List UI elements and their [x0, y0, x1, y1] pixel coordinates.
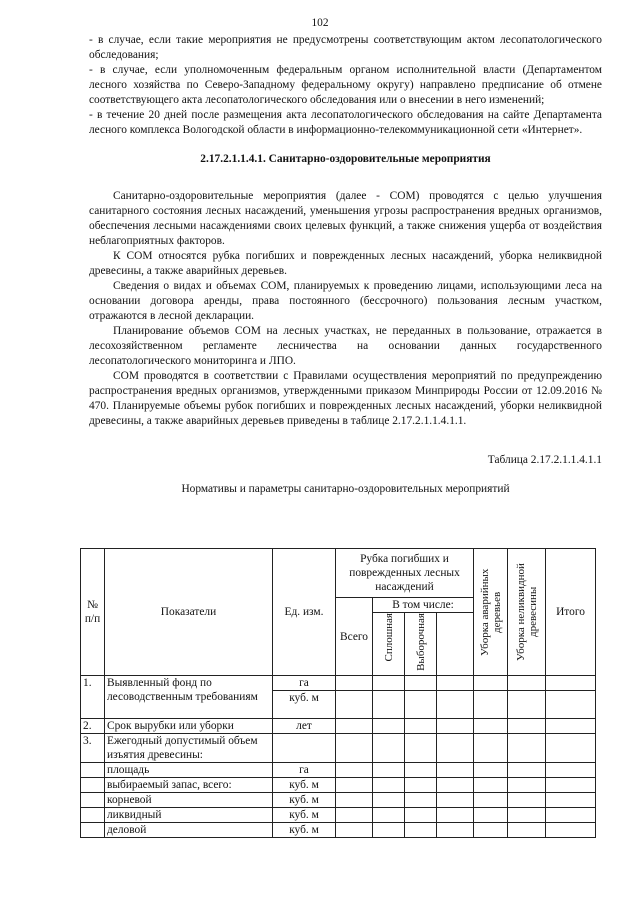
table-row [81, 763, 596, 778]
table-row [81, 823, 596, 838]
row-num [81, 793, 105, 808]
table-row [81, 808, 596, 823]
header-illiquid-text: Уборка неликвидной древесины [514, 563, 539, 661]
table-title: Нормативы и параметры санитарно-оздоровительных мероприятий [181, 483, 510, 495]
row-unit [273, 734, 336, 763]
row-num: 1. [81, 676, 105, 719]
row-num: 2. [81, 719, 105, 734]
table-row [81, 778, 596, 793]
row-num: 3. [81, 734, 105, 763]
row-unit: лет [273, 719, 336, 734]
row-unit: га [273, 676, 336, 691]
intro-item: - в течение 20 дней после размещения акта лесопатологического обследования на сайте Департамента лесного комплекса Вологодской области в информационно-телекоммуникационной сети «Интернет». [89, 109, 602, 136]
header-itogo: Итого [546, 549, 596, 676]
row-unit: куб. м [273, 808, 336, 823]
row-num [81, 763, 105, 778]
table-row [81, 734, 596, 763]
intro-item: - в случае, если такие мероприятия не предусмотрены соответствующим актом лесопатологического обследования; [89, 34, 602, 61]
table-row [81, 676, 596, 691]
header-empty [437, 613, 474, 676]
paragraph: Планирование объемов СОМ на лесных участках, не переданных в пользование, отражается в лесохозяйственном регламенте лесничества на основании данных государственного лесопатологического мониторинга и ЛПО. [89, 325, 602, 367]
header-num: № п/п [81, 549, 105, 676]
document-body [89, 33, 602, 497]
row-unit: га [273, 763, 336, 778]
paragraph: Сведения о видах и объемах СОМ, планируемых к проведению лицами, использующими леса на основании договора аренды, права постоянного (бессрочного) пользования лесным участком, отражаются в лесной декларации. [89, 280, 602, 322]
intro-item: - в случае, если уполномоченным федеральным органом исполнительной власти (Департаментом лесного хозяйства по Северо-Западному федеральному округу) направлено предписание об отмене соответствующего акта лесопатологического обследования или о внесении в него изменений; [89, 64, 602, 106]
row-unit: куб. м [273, 793, 336, 808]
header-emergency [474, 549, 508, 676]
paragraph: К СОМ относятся рубка погибших и поврежденных лесных насаждений, уборка неликвидной древесины, а также аварийных деревьев. [89, 250, 602, 277]
row-label: площадь [105, 763, 273, 778]
norms-table [80, 548, 596, 838]
header-indicator: Показатели [105, 549, 273, 676]
row-unit: куб. м [273, 778, 336, 793]
table-reference: Таблица 2.17.2.1.1.4.1.1 [487, 454, 602, 466]
section-heading: 2.17.2.1.1.4.1. Санитарно-оздоровительные мероприятия [200, 153, 491, 165]
row-num [81, 808, 105, 823]
row-label: Выявленный фонд по лесоводственным требованиям [105, 676, 273, 719]
header-clear [373, 613, 405, 676]
paragraph: СОМ проводятся в соответствии с Правилами осуществления мероприятий по предупреждению распространения вредных организмов, утвержденными приказом Минприроды России от 12.09.2016 № 470. Планируемые объемы рубок погибших и поврежденных лесных насаждений, уборки неликвидной древесины, а также аварийных деревьев приведены в таблице 2.17.2.1.1.4.1.1. [89, 370, 602, 427]
header-selective-text: Выборочная [414, 613, 427, 671]
header-clear-text: Сплошная [382, 613, 395, 662]
row-label: выбираемый запас, всего: [105, 778, 273, 793]
header-total: Всего [336, 598, 373, 676]
header-felling-group: Рубка погибших и поврежденных лесных насаждений [336, 549, 474, 598]
row-label: Срок вырубки или уборки [105, 719, 273, 734]
table-row [81, 719, 596, 734]
row-num [81, 778, 105, 793]
table-row [81, 793, 596, 808]
row-label: деловой [105, 823, 273, 838]
header-unit: Ед. изм. [273, 549, 336, 676]
header-selective [405, 613, 437, 676]
row-label: ликвидный [105, 808, 273, 823]
row-label: корневой [105, 793, 273, 808]
page-number: 102 [311, 17, 329, 29]
header-incl: В том числе: [373, 598, 474, 613]
row-unit: куб. м [273, 691, 336, 719]
header-emergency-text: Уборка аварийных деревьев [478, 568, 503, 656]
paragraph: Санитарно-оздоровительные мероприятия (далее - СОМ) проводятся с целью улучшения санитарного состояния лесных насаждений, уменьшения угрозы распространения вредных организмов, обеспечения лесными насаждениями своих целевых функций, а также снижения ущерба от воздействия неблагоприятных факторов. [89, 190, 602, 247]
row-num [81, 823, 105, 838]
row-unit: куб. м [273, 823, 336, 838]
header-illiquid [508, 549, 546, 676]
row-label: Ежегодный допустимый объем изъятия древесины: [105, 734, 273, 763]
